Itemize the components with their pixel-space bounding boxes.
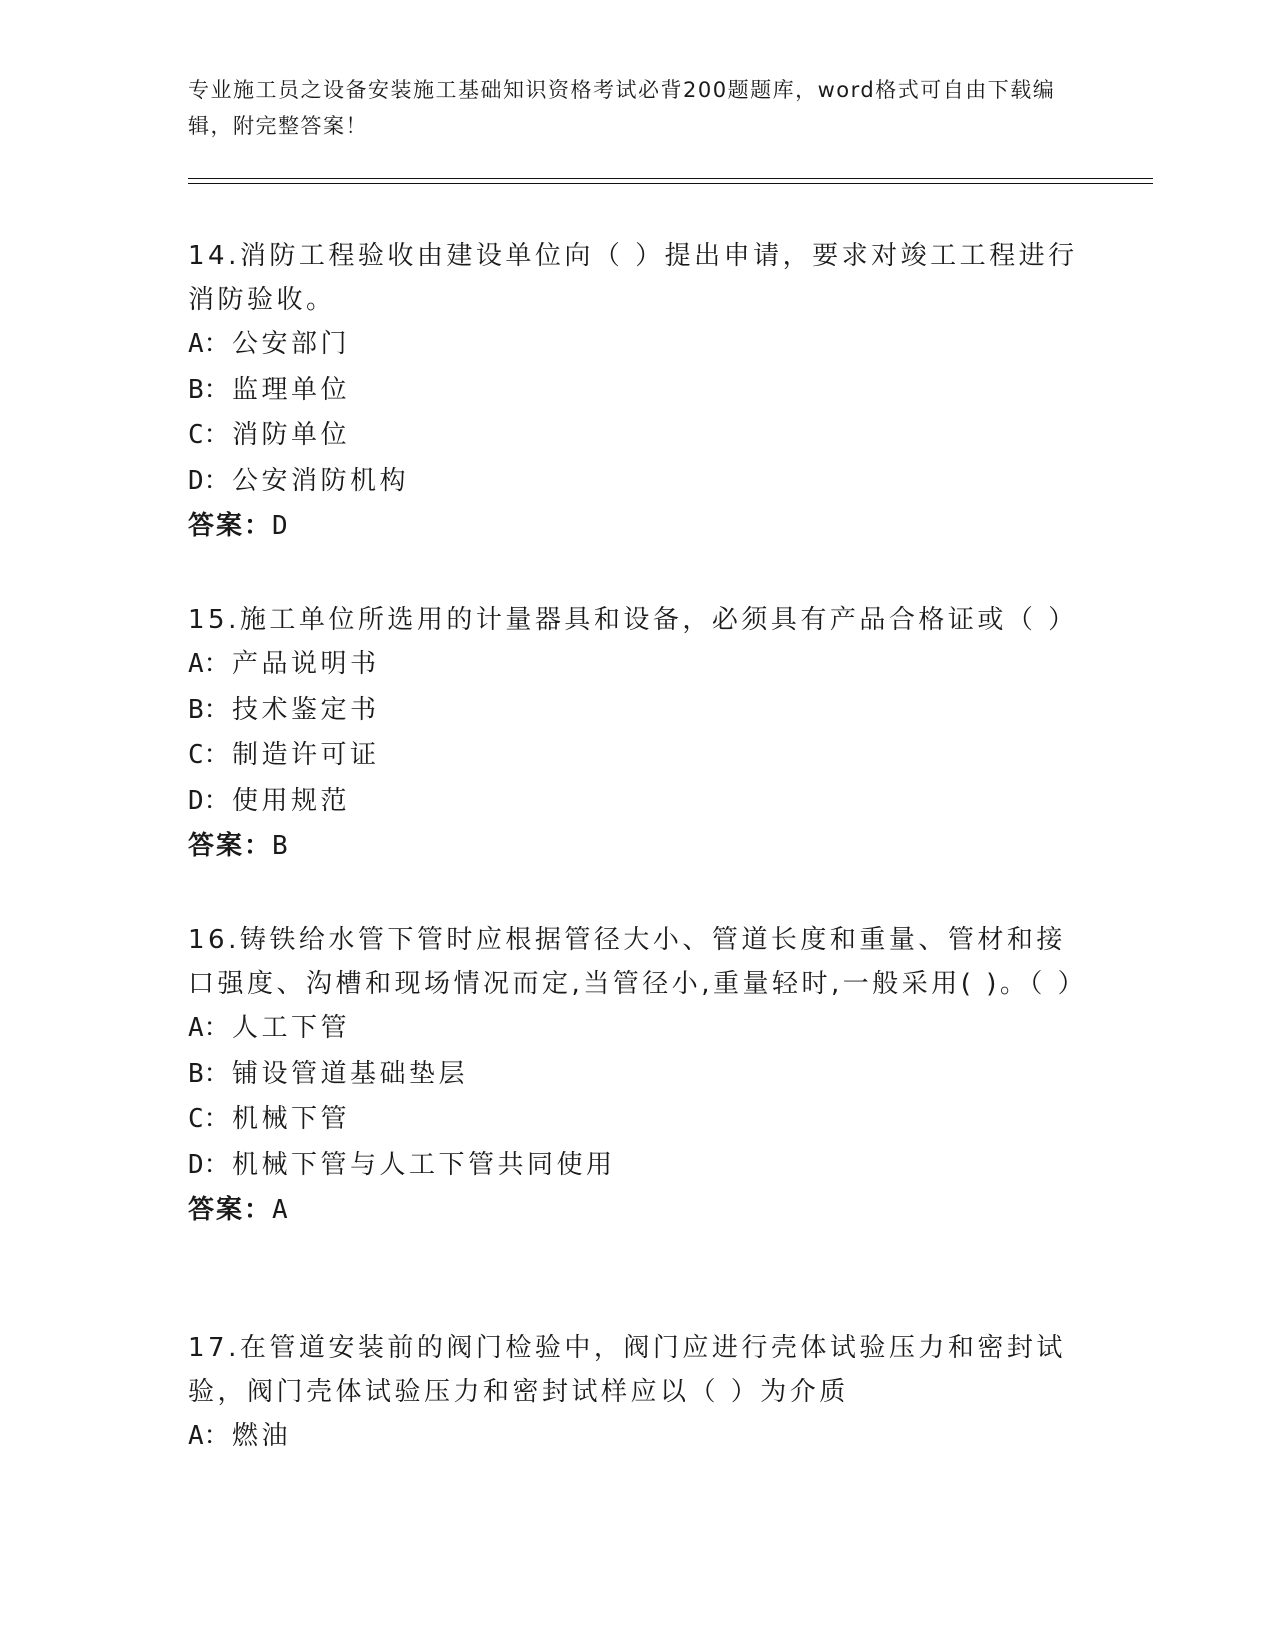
answer-label: 答案： — [188, 831, 273, 861]
answer-value: D — [272, 511, 288, 541]
question-17 — [188, 1326, 1088, 1460]
question-text: 16.铸铁给水管下管时应根据管径大小、管道长度和重量、管材和接口强度、沟槽和现场情况而定,当管径小,重量轻时,一般采用( )。（ ） — [188, 925, 1088, 999]
option-d — [188, 779, 1088, 825]
option-a — [188, 642, 1088, 688]
option-key: D： — [188, 1149, 230, 1180]
option-text: 机械下管与人工下管共同使用 — [232, 1149, 616, 1180]
option-text: 产品说明书 — [232, 649, 380, 679]
option-text: 人工下管 — [232, 1013, 351, 1043]
header-divider-bottom — [188, 183, 1153, 184]
question-text: 14.消防工程验收由建设单位向（ ）提出申请，要求对竣工工程进行消防验收。 — [188, 241, 1078, 315]
option-key: D： — [188, 465, 230, 496]
option-key: A： — [188, 1421, 230, 1451]
question-text: 15.施工单位所选用的计量器具和设备，必须具有产品合格证或（ ） — [188, 605, 1078, 635]
question-text: 17.在管道安装前的阀门检验中，阀门应进行壳体试验压力和密封试验，阀门壳体试验压力和密封试样应以（ ）为介质 — [188, 1333, 1066, 1407]
option-key: D： — [188, 785, 230, 816]
answer-label: 答案： — [188, 1195, 273, 1225]
option-b — [188, 1052, 1088, 1098]
option-key: B： — [188, 374, 230, 405]
answer — [188, 824, 1088, 869]
option-text: 铺设管道基础垫层 — [232, 1058, 469, 1089]
option-text: 制造许可证 — [232, 740, 380, 770]
option-c — [188, 1097, 1088, 1143]
document-header: 专业施工员之设备安装施工基础知识资格考试必背200题题库，word格式可自由下载编辑，附完整答案！ — [188, 78, 1056, 138]
question-15 — [188, 598, 1088, 869]
question-14 — [188, 234, 1088, 549]
option-d — [188, 1143, 1088, 1189]
option-text: 公安消防机构 — [232, 465, 410, 496]
option-key: C： — [188, 740, 230, 770]
option-text: 消防单位 — [232, 420, 351, 450]
option-text: 燃油 — [232, 1421, 292, 1451]
answer-label: 答案： — [188, 511, 273, 541]
answer — [188, 1188, 1088, 1233]
option-key: C： — [188, 420, 230, 450]
option-text: 机械下管 — [232, 1104, 351, 1134]
option-key: C： — [188, 1104, 230, 1134]
option-key: A： — [188, 649, 230, 679]
option-c — [188, 733, 1088, 779]
option-text: 使用规范 — [232, 785, 351, 816]
answer-value: B — [272, 831, 288, 861]
option-a — [188, 322, 1088, 368]
option-d — [188, 459, 1088, 505]
question-16 — [188, 918, 1088, 1233]
option-a — [188, 1414, 1088, 1460]
option-a — [188, 1006, 1088, 1052]
answer — [188, 504, 1088, 549]
header-divider-top — [188, 178, 1153, 179]
option-text: 监理单位 — [232, 374, 351, 405]
option-text: 公安部门 — [232, 329, 351, 359]
option-c — [188, 413, 1088, 459]
answer-value: A — [272, 1195, 288, 1225]
option-b — [188, 688, 1088, 734]
option-key: B： — [188, 1058, 230, 1089]
option-text: 技术鉴定书 — [232, 694, 380, 725]
option-b — [188, 368, 1088, 414]
option-key: B： — [188, 694, 230, 725]
option-key: A： — [188, 329, 230, 359]
option-key: A： — [188, 1013, 230, 1043]
